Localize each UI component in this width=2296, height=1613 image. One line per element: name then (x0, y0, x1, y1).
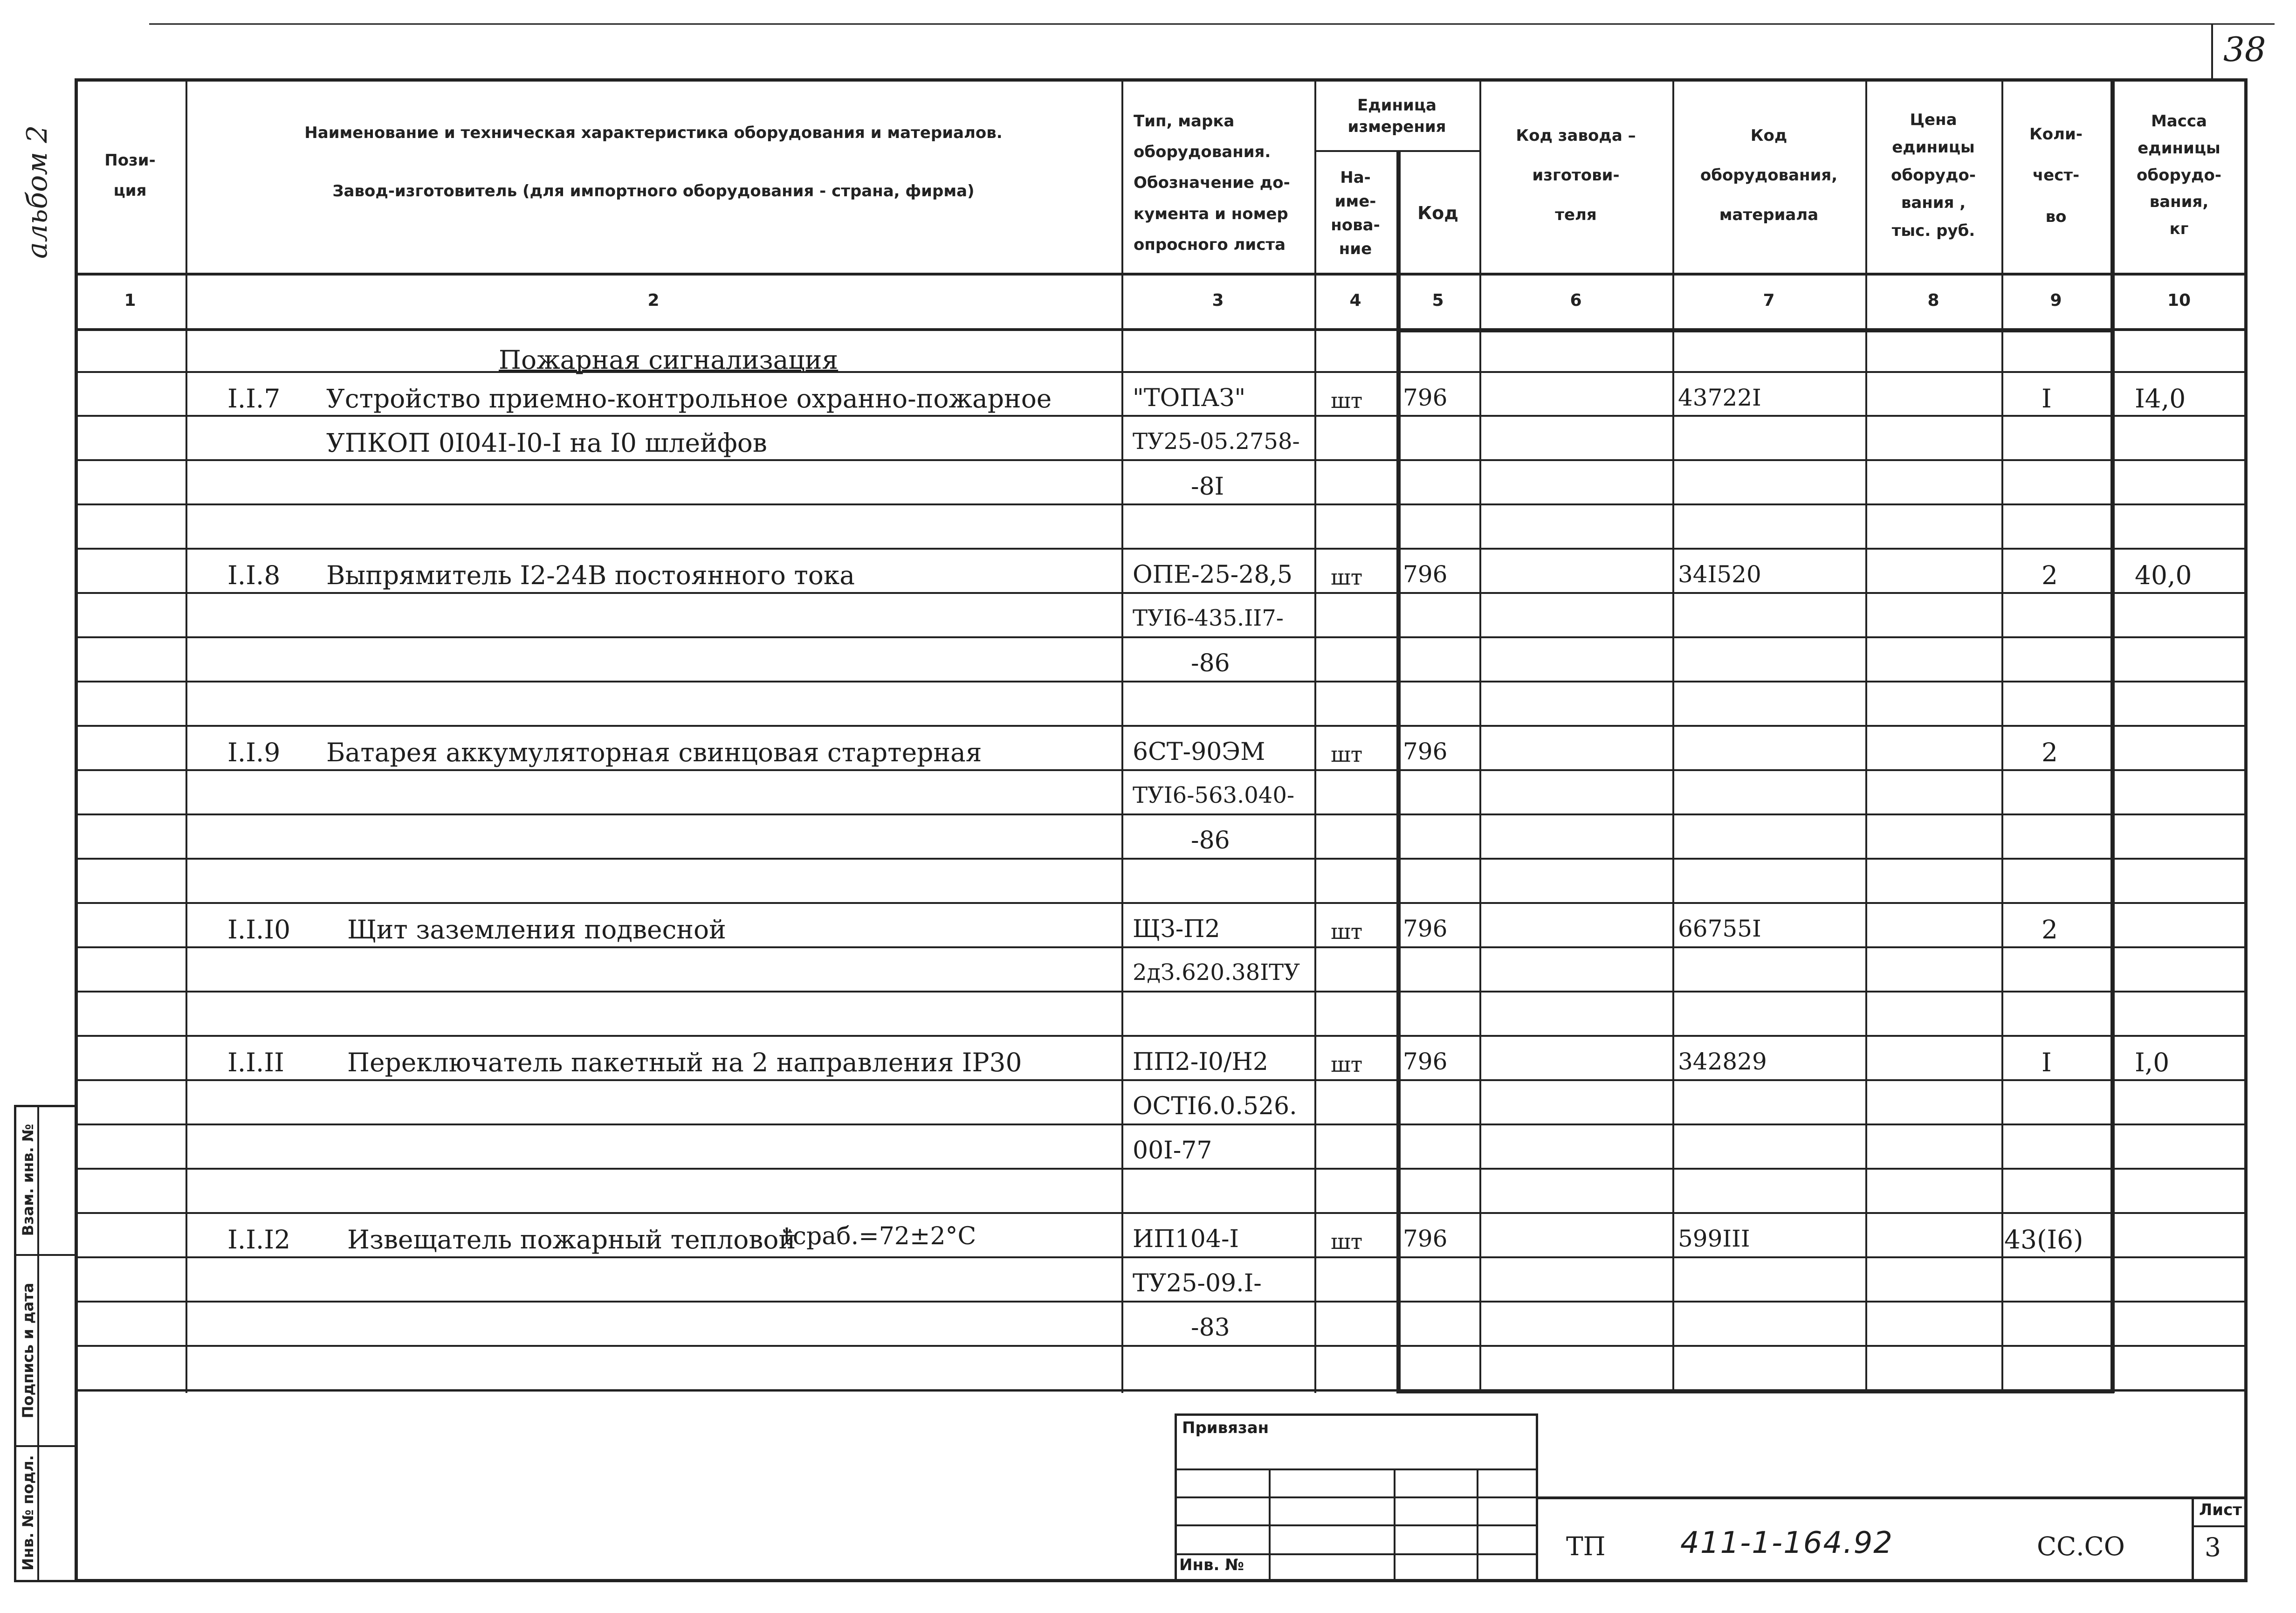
item-unit-code: 796 (1403, 915, 1448, 942)
item-unit-code: 796 (1403, 561, 1448, 588)
left-stamp-line1 (14, 1254, 75, 1256)
bound-vline-3 (1477, 1468, 1478, 1582)
bound-line-2 (1175, 1496, 1538, 1498)
header-price: Цена единицы оборудо- вания , тыс. руб. (1891, 110, 1976, 240)
sheet-number: 3 (2205, 1532, 2221, 1562)
row-line (75, 1079, 2248, 1081)
doc-number: 411-1-164.92 (1680, 1526, 1893, 1560)
corner-sheet-number: 38 (2223, 30, 2266, 69)
item-type: -8I (1191, 473, 1224, 501)
item-type: ТУI6-563.040- (1133, 782, 1295, 808)
row-line (75, 1256, 2248, 1258)
row-line (75, 459, 2248, 461)
row-line (75, 1168, 2248, 1170)
item-type: ИП104-I (1133, 1225, 1239, 1253)
item-name: Устройство приемно-контрольное охранно-пожарное (326, 384, 1052, 414)
item-unit-code: 796 (1403, 384, 1448, 411)
column-number: 10 (2167, 291, 2191, 310)
bound-line-3 (1175, 1524, 1538, 1526)
item-type: ОПЕ-25-28,5 (1133, 561, 1293, 589)
row-line (75, 592, 2248, 594)
item-quantity: 2 (2042, 560, 2058, 590)
top-border-line (149, 23, 2275, 25)
stamp-signature-date: Подпись и дата (19, 1282, 37, 1419)
item-equip-code: 342829 (1678, 1048, 1767, 1075)
column-number: 8 (1927, 291, 1939, 310)
stamp-inv-original: Инв. № подл. (19, 1455, 37, 1571)
bound-label: Привязан (1182, 1419, 1269, 1437)
item-mass: I4,0 (2135, 384, 2186, 414)
item-mass: 40,0 (2135, 560, 2192, 590)
row-line (75, 681, 2248, 682)
corner-box-line (2211, 23, 2213, 78)
row-line (75, 636, 2248, 638)
row-line (75, 415, 2248, 417)
column-number: 1 (124, 291, 136, 310)
bound-vline-1 (1269, 1468, 1271, 1582)
item-position: I.I.8 (227, 560, 281, 590)
item-type: ПП2-I0/Н2 (1133, 1048, 1268, 1076)
header-unit: Единица измерения (1347, 96, 1446, 136)
section-title: Пожарная сигнализация (499, 345, 839, 375)
item-unit: шт (1331, 1052, 1363, 1077)
item-quantity: 43(I6) (2004, 1225, 2083, 1255)
item-equip-code: 599III (1678, 1225, 1750, 1252)
row-line (75, 946, 2248, 948)
bound-vline-2 (1394, 1468, 1395, 1582)
body-top-thick (1396, 328, 2114, 332)
item-position: I.I.I0 (227, 915, 291, 944)
item-name: УПКОП 0I04I-I0-I на I0 шлейфов (326, 428, 767, 458)
item-type: ТУ25-05.2758- (1133, 428, 1300, 455)
header-unit-code: Код (1417, 203, 1458, 224)
item-type: ТУI6-435.II7- (1133, 605, 1284, 631)
item-unit-code: 796 (1403, 1048, 1448, 1075)
header-equip-code: Код оборудования, материала (1700, 126, 1838, 224)
item-type: "ТОПАЗ" (1133, 384, 1246, 412)
item-position: I.I.I2 (227, 1225, 291, 1255)
doc-mark: СС.СО (2037, 1531, 2125, 1561)
item-unit: шт (1331, 919, 1363, 944)
header-type: Тип, марка оборудования. Обозначение до- кумента и номер опросного листа (1134, 111, 1290, 254)
item-unit: шт (1331, 1229, 1363, 1254)
header-qty: Коли- чест- во (2029, 124, 2083, 226)
item-equip-code: 34I520 (1678, 561, 1761, 588)
row-line (75, 1301, 2248, 1303)
column-number: 7 (1763, 291, 1775, 310)
item-unit: шт (1331, 565, 1363, 590)
stamp-replaced-inv: Взам. инв. № (19, 1124, 37, 1236)
column-number: 3 (1212, 291, 1224, 310)
item-type: -86 (1191, 649, 1230, 677)
item-type: 2дЗ.620.38IТУ (1133, 959, 1300, 986)
column-number: 6 (1570, 291, 1582, 310)
row-line (75, 548, 2248, 550)
bound-line-1 (1175, 1468, 1538, 1470)
title-top-line (1538, 1496, 2248, 1499)
item-name: Щит заземления подвесной (347, 915, 726, 944)
row-line (75, 1124, 2248, 1125)
item-type: ОСТI6.0.526. (1133, 1092, 1297, 1120)
row-line (75, 1389, 2248, 1392)
item-equip-code: 43722I (1678, 384, 1761, 411)
item-quantity: I (2042, 384, 2052, 414)
item-name: Переключатель пакетный на 2 направления IР30 (347, 1048, 1022, 1077)
item-unit-code: 796 (1403, 738, 1448, 765)
item-name: Извещатель пожарный тепловой (347, 1225, 796, 1255)
header-factory-code: Код завода – изготови- теля (1516, 126, 1636, 224)
item-type: 6СТ-90ЭМ (1133, 738, 1265, 766)
row-line (75, 858, 2248, 860)
column-number: 2 (647, 291, 660, 310)
item-equip-code: 66755I (1678, 915, 1761, 942)
item-unit-code: 796 (1403, 1225, 1448, 1252)
sheet-box-vline (2192, 1496, 2194, 1582)
item-position: I.I.9 (227, 738, 281, 767)
item-position: I.I.II (227, 1048, 284, 1077)
column-number: 5 (1432, 291, 1444, 310)
header-name-line1: Наименование и техническая характеристика оборудования и материалов. (304, 123, 1003, 142)
row-line (75, 902, 2248, 904)
item-type: ЩЗ-П2 (1133, 915, 1220, 943)
bound-line-4 (1175, 1553, 1538, 1555)
header-name-line2: Завод-изготовитель (для импортного оборудования - страна, фирма) (332, 181, 975, 200)
item-type: ТУ25-09.I- (1133, 1269, 1262, 1297)
item-name-extra: tсраб.=72±2°С (783, 1222, 976, 1250)
sheet-label: Лист (2199, 1501, 2242, 1519)
tp-label: ТП (1566, 1531, 1606, 1561)
item-quantity: I (2042, 1048, 2052, 1077)
row-line (75, 769, 2248, 771)
item-quantity: 2 (2042, 738, 2058, 767)
row-line (75, 991, 2248, 993)
header-mass: Масса единицы оборудо- вания, кг (2137, 112, 2221, 239)
sheet-box-hline (2192, 1525, 2248, 1527)
item-type: 00I-77 (1133, 1137, 1212, 1165)
margin-note: альбом 2 (21, 125, 54, 259)
left-stamp-split (37, 1105, 39, 1582)
row-line (75, 1035, 2248, 1037)
item-position: I.I.7 (227, 384, 281, 414)
column-number: 4 (1349, 291, 1361, 310)
column-number: 9 (2050, 291, 2062, 310)
inv-label: Инв. № (1179, 1556, 1244, 1574)
row-line (75, 503, 2248, 505)
row-line (75, 1345, 2248, 1347)
item-unit: шт (1331, 388, 1363, 413)
col-line-4 (1396, 150, 1401, 1393)
item-mass: I,0 (2135, 1048, 2170, 1077)
row-line (75, 725, 2248, 727)
item-quantity: 2 (2042, 915, 2058, 944)
item-name: Выпрямитель I2-24В постоянного тока (326, 560, 855, 590)
row-line (75, 1212, 2248, 1214)
item-unit: шт (1331, 742, 1363, 767)
item-type: -86 (1191, 827, 1230, 855)
header-unit-name: На- име- нова- ние (1331, 168, 1380, 258)
item-type: -83 (1191, 1314, 1230, 1342)
row-line (75, 371, 2248, 373)
header-position: Пози- ция (104, 151, 156, 200)
row-line (75, 813, 2248, 815)
item-name: Батарея аккумуляторная свинцовая стартерная (326, 738, 982, 767)
